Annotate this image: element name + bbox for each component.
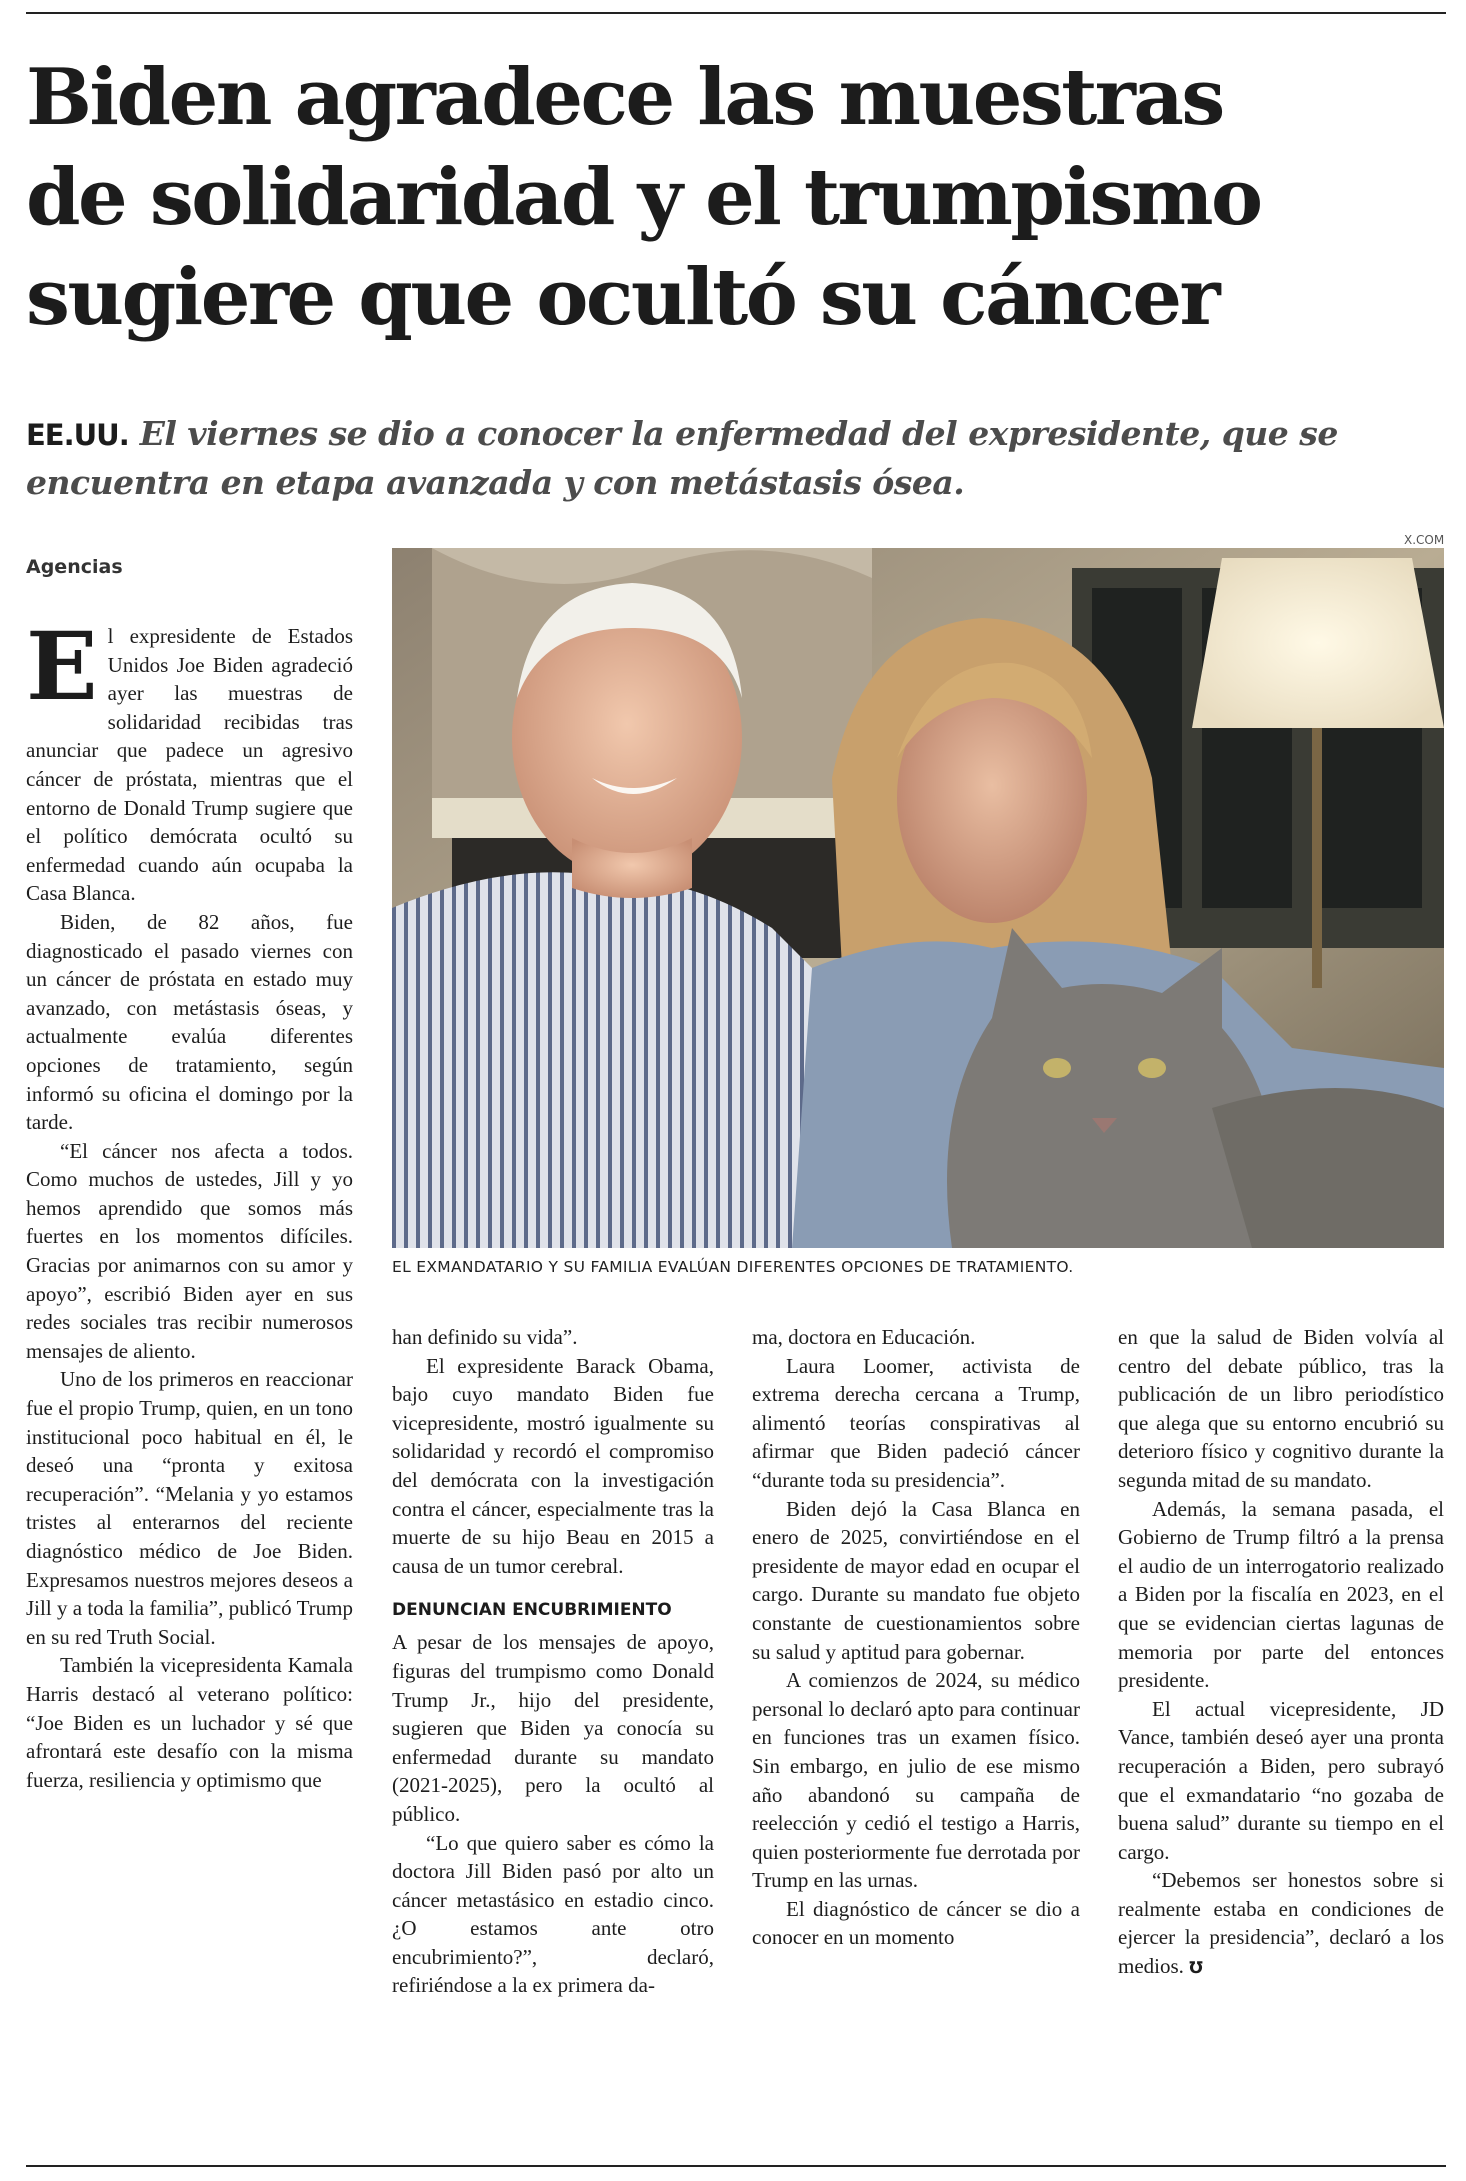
paragraph-text: l expresidente de Estados Unidos Joe Biden agradeció ayer las muestras de solidaridad recibidas tras anunciar que padece un agresivo cáncer de próstata, mientras que el entorno de Donald Trump sugiere que el político demócrata ocultó su enfermedad cuando aún ocupaba la Casa Blanca.: [26, 624, 353, 906]
paragraph: “Lo que quiero saber es cómo la doctora Jill Biden pasó por alto un cáncer metastásico en estadio cinco. ¿O estamos ante otro encubrimiento?”, declaró, refiriéndose a la ex primera da-: [392, 1830, 714, 1998]
article-column-3: [752, 1323, 1080, 1952]
photo-caption: EL EXMANDATARIO Y SU FAMILIA EVALÚAN DIFERENTES OPCIONES DE TRATAMIENTO.: [392, 1258, 1074, 1276]
paragraph: El diagnóstico de cáncer se dio a conocer en un momento: [752, 1896, 1080, 1950]
paragraph: El expresidente Barack Obama, bajo cuyo mandato Biden fue vicepresidente, mostró igualmente su solidaridad y recordó el compromiso del demócrata con la investigación contra el cáncer, especialmente tras la muerte de su hijo Beau en 2015 a causa de un tumor cerebral.: [392, 1353, 714, 1578]
paragraph: También la vicepresidenta Kamala Harris destacó al veterano político: “Joe Biden es un luchador y sé que afrontará este desafío con la misma fuerza, resiliencia y optimismo que: [26, 1653, 353, 1792]
article-column-2: [392, 1323, 714, 2000]
paragraph: en que la salud de Biden volvía al centro del debate público, tras la publicación de un libro periodístico que alega que su entorno encubrió su deterioro físico y cognitivo durante la segunda mitad de su mandato.: [1118, 1325, 1444, 1492]
article-column-4: [1118, 1323, 1444, 1983]
paragraph: A comienzos de 2024, su médico personal lo declaró apto para continuar en funciones tras un examen físico. Sin embargo, en julio de ese mismo año abandonó su campaña de reelección y cedió el testigo a Harris, quien posteriormente fue derrotada por Trump en las urnas.: [752, 1668, 1080, 1893]
top-rule: [26, 12, 1446, 14]
deck: [26, 410, 1446, 507]
headline-line-3: sugiere que ocultó su cáncer: [26, 252, 1219, 343]
paragraph: A pesar de los mensajes de apoyo, figuras del trumpismo como Donald Trump Jr., hijo del presidente, sugieren que Biden ya conocía su enfermedad durante su mandato (2021-2025), pero la ocultó al público.: [392, 1630, 714, 1826]
end-mark-icon: ℧: [1189, 1958, 1203, 1978]
subheading: DENUNCIAN ENCUBRIMIENTO: [392, 1600, 672, 1621]
article-column-1: [26, 612, 353, 1794]
paragraph: [26, 612, 353, 908]
paragraph: [1118, 1866, 1444, 1982]
paragraph: han definido su vida”.: [392, 1325, 578, 1349]
paragraph: “El cáncer nos afecta a todos. Como muchos de ustedes, Jill y yo hemos aprendido que somos más fuertes en los momentos difíciles. Gracias por animarnos con su amor y apoyo”, escribió Biden ayer en sus redes sociales tras recibir numerosos mensajes de aliento.: [26, 1138, 353, 1363]
article-photo: [392, 548, 1444, 1248]
paragraph: Uno de los primeros en reaccionar fue el propio Trump, quien, en un tono institucional poco habitual en él, le deseó una “pronta y exitosa recuperación”. “Melania y yo estamos tristes al enterarnos del reciente diagnóstico médico de Joe Biden. Expresamos nuestros mejores deseos a Jill y a toda la familia”, publicó Trump en su red Truth Social.: [26, 1367, 353, 1649]
headline-line-2: de solidaridad y el trumpismo: [26, 152, 1261, 243]
paragraph: Biden dejó la Casa Blanca en enero de 2025, convirtiéndose en el presidente de mayor edad en ocupar el cargo. Durante su mandato fue objeto constante de cuestionamientos sobre su salud y aptitud para gobernar.: [752, 1496, 1080, 1664]
deck-text: El viernes se dio a conocer la enfermedad del expresidente, que se encuentra en etapa avanzada y con metástasis ósea.: [26, 414, 1338, 502]
paragraph: El actual vicepresidente, JD Vance, también deseó ayer una pronta recuperación a Biden, pero subrayó que el exmandatario “no gozaba de buena salud” durante su tiempo en el cargo.: [1118, 1696, 1444, 1864]
section-tag: EE.UU.: [26, 418, 129, 452]
paragraph: Laura Loomer, activista de extrema derecha cercana a Trump, alimentó teorías conspirativas al afirmar que Biden padeció cáncer “durante toda su presidencia”.: [752, 1353, 1080, 1492]
byline: Agencias: [26, 556, 123, 578]
photo-credit: X.COM: [1404, 533, 1445, 547]
bottom-rule: [26, 2165, 1446, 2167]
paragraph-text: “Debemos ser honestos sobre si realmente estaba en condiciones de ejercer la presidencia”, declaró a los medios.: [1118, 1868, 1444, 1979]
headline-line-1: Biden agradece las muestras: [26, 52, 1223, 143]
paragraph: Biden, de 82 años, fue diagnosticado el pasado viernes con un cáncer de próstata en estado muy avanzado, con metástasis óseas, y actualmente evalúa diferentes opciones de tratamiento, según informó su oficina el domingo por la tarde.: [26, 909, 353, 1135]
headline: [26, 48, 1446, 348]
paragraph: Además, la semana pasada, el Gobierno de Trump filtró a la prensa el audio de un interrogatorio realizado a Biden por la fiscalía en 2023, en el que se evidencian ciertas lagunas de memoria por parte del entonces presidente.: [1118, 1496, 1444, 1693]
drop-cap: E: [26, 612, 98, 722]
paragraph: ma, doctora en Educación.: [752, 1325, 976, 1349]
photo-illustration: [392, 548, 1444, 1248]
